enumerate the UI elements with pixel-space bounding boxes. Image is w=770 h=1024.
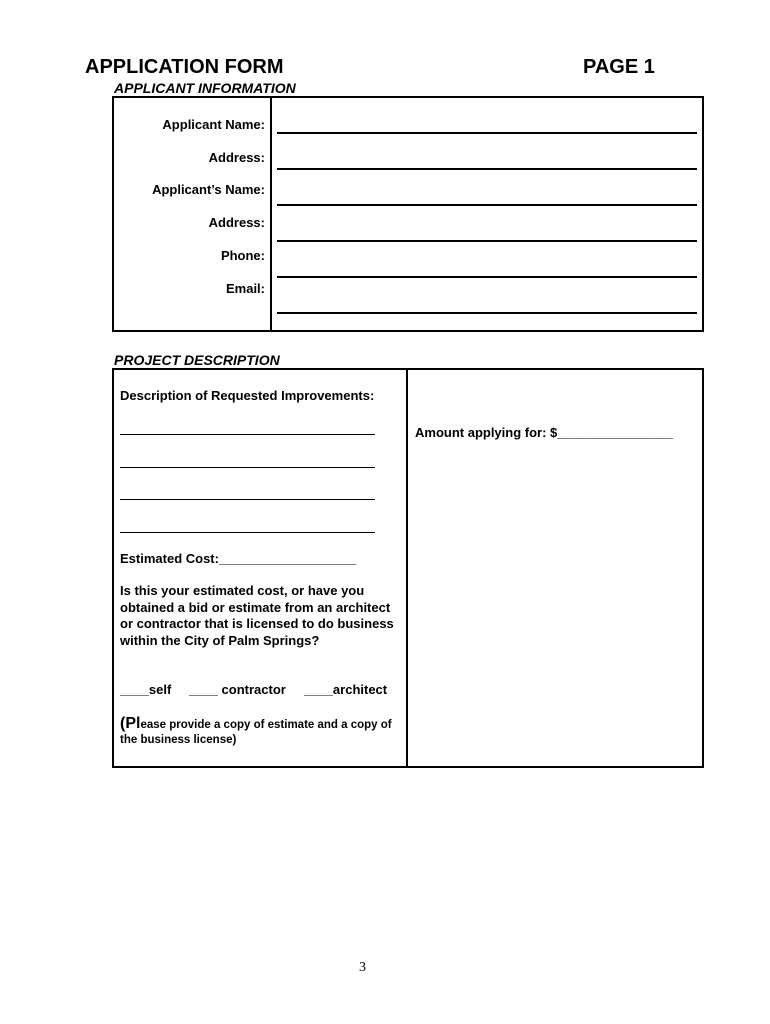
option-self[interactable]: ____self (120, 682, 172, 697)
note-prefix: (Pl (120, 715, 141, 732)
description-label: Description of Requested Improvements: (120, 388, 375, 403)
phone-line[interactable] (277, 276, 697, 278)
email-label: Email: (225, 281, 265, 296)
applicants-name-label: Applicant’s Name: (152, 182, 265, 197)
project-box-divider (406, 369, 408, 767)
amount-applying-field[interactable]: Amount applying for: $________________ (415, 425, 673, 440)
applicants-name-line[interactable] (277, 204, 697, 206)
project-section-title: PROJECT DESCRIPTION (114, 352, 280, 368)
address-line-1[interactable] (277, 168, 697, 170)
applicant-section-title: APPLICANT INFORMATION (114, 80, 296, 96)
copy-request-note (120, 716, 410, 748)
applicant-name-line[interactable] (277, 132, 697, 134)
address-line-2[interactable] (277, 240, 697, 242)
page-number: 3 (359, 960, 366, 975)
option-architect[interactable]: ____architect (304, 682, 388, 697)
option-contractor[interactable]: ____ contractor (189, 682, 286, 697)
note-text: ease provide a copy of estimate and a copy of the business license) (120, 719, 392, 746)
description-line-1[interactable] (120, 434, 375, 435)
address-label-1: Address: (208, 150, 265, 165)
phone-label: Phone: (220, 248, 265, 263)
applicant-box-divider (270, 97, 272, 331)
page-label: PAGE 1 (583, 56, 655, 78)
estimated-cost-field[interactable]: Estimated Cost:___________________ (120, 551, 357, 566)
email-line[interactable] (277, 312, 697, 314)
estimate-question: Is this your estimated cost, or have you obtained a bid or estimate from an architect or contractor that is licensed to do business within the City of Palm Springs? (120, 583, 394, 648)
address-label-2: Address: (208, 215, 265, 230)
description-line-3[interactable] (120, 499, 375, 500)
applicant-name-label: Applicant Name: (162, 117, 265, 132)
description-line-4[interactable] (120, 532, 375, 533)
description-line-2[interactable] (120, 467, 375, 468)
form-title: APPLICATION FORM (85, 56, 284, 78)
